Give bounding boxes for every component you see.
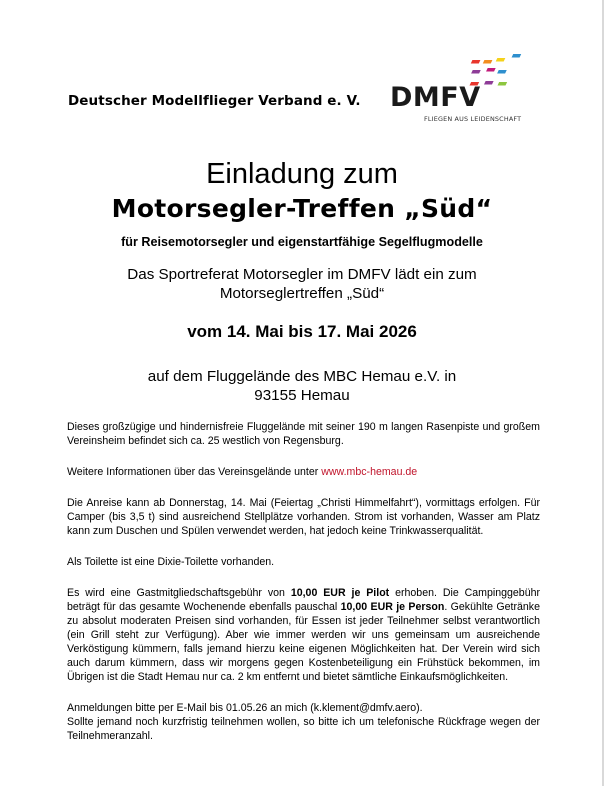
paragraph-fees xyxy=(67,586,540,684)
logo-mark-1 xyxy=(471,60,481,64)
logo-mark-5 xyxy=(471,70,481,74)
club-website-link[interactable]: www.mbc-hemau.de xyxy=(321,466,418,478)
registration-line2: Sollte jemand noch kurzfristig teilnehmen wollen, so bitte ich um telefonische Rückfrage wegen der Teilnehmeranzahl. xyxy=(67,716,540,742)
intro xyxy=(0,265,604,303)
paragraph-info xyxy=(67,465,540,479)
pilot-fee: 10,00 EUR je Pilot xyxy=(290,587,390,599)
body-text xyxy=(67,420,540,743)
paragraph-airfield: Dieses großzügige und hindernisfreie Fluggelände mit seiner 190 m langen Rasenpiste und großem Vereinsheim befindet sich ca. 25 westlich von Regensburg. xyxy=(67,421,540,447)
venue-line1: auf dem Fluggelände des MBC Hemau e.V. in xyxy=(147,368,457,385)
paragraph-registration xyxy=(67,701,540,743)
subtitle: für Reisemotorsegler und eigenstartfähige Segelflugmodelle xyxy=(121,235,483,249)
logo-mark-7 xyxy=(497,70,507,74)
info-text: Weitere Informationen über das Vereinsgelände unter xyxy=(67,466,322,478)
logo-tagline: FLIEGEN AUS LEIDENSCHAFT xyxy=(424,115,522,123)
logo-mark-10 xyxy=(498,82,508,86)
fees-text-1: Es wird eine Gastmitgliedschaftsgebühr von xyxy=(67,587,291,599)
fees-text-3: . Gekühlte Getränke zu absolut moderaten Preisen sind vorhanden, für Essen ist jeder Teilnehmer selbst verantwortlich (ein Grill steht zur Verfügung). Aber wie immer werden wir uns gemeinsam um ausreichende Verköstigung kümmern, falls jemand hierzu keine eigenen Möglichkeiten hat. Der Verein wird sich auch darum kümmern, dass wir morgens gegen Kostenbeteiligung ein Frühstück bekommen, im Übrigen ist die Stadt Hemau nur ca. 2 km entfernt und bietet sämtliche Einkaufsmöglichkeiten. xyxy=(67,601,540,683)
logo-text: DMFV xyxy=(390,82,481,113)
paragraph-toilet: Als Toilette ist eine Dixie-Toilette vorhanden. xyxy=(67,556,275,568)
logo-mark-4 xyxy=(512,54,522,58)
intro-line2: Motorseglertreffen „Süd“ xyxy=(219,285,385,302)
intro-line1: Das Sportreferat Motorsegler im DMFV lädt ein zum xyxy=(127,266,477,283)
fees-text-2: erhoben. Die Campinggebühr beträgt für das gesamte Wochenende ebenfalls pauschal xyxy=(67,587,541,613)
event-dates: vom 14. Mai bis 17. Mai 2026 xyxy=(187,322,417,341)
title-line1: Einladung zum xyxy=(206,158,398,190)
logo-mark-3 xyxy=(496,58,506,62)
venue-line2: 93155 Hemau xyxy=(254,387,350,404)
venue xyxy=(0,367,604,405)
registration-line1: Anmeldungen bitte per E-Mail bis 01.05.26 an mich (k.klement@dmfv.aero). xyxy=(67,702,423,714)
organization-name: Deutscher Modellflieger Verband e. V. xyxy=(68,93,361,109)
person-fee: 10,00 EUR je Person xyxy=(340,601,445,613)
title-line2: Motorsegler-Treffen „Süd“ xyxy=(111,194,493,223)
logo-mark-6 xyxy=(486,68,496,72)
logo-mark-9 xyxy=(484,81,494,85)
logo-mark-2 xyxy=(483,60,493,64)
paragraph-arrival: Die Anreise kann ab Donnerstag, 14. Mai (Feiertag „Christi Himmelfahrt“), vormittags erfolgen. Für Camper (bis 3,5 t) sind ausreichend Stellplätze vorhanden. Strom ist vorhanden, Wasser am Platz kann zum Duschen und Spülen verwendet werden, hat jedoch keine Trinkwasserqualität. xyxy=(67,497,540,537)
